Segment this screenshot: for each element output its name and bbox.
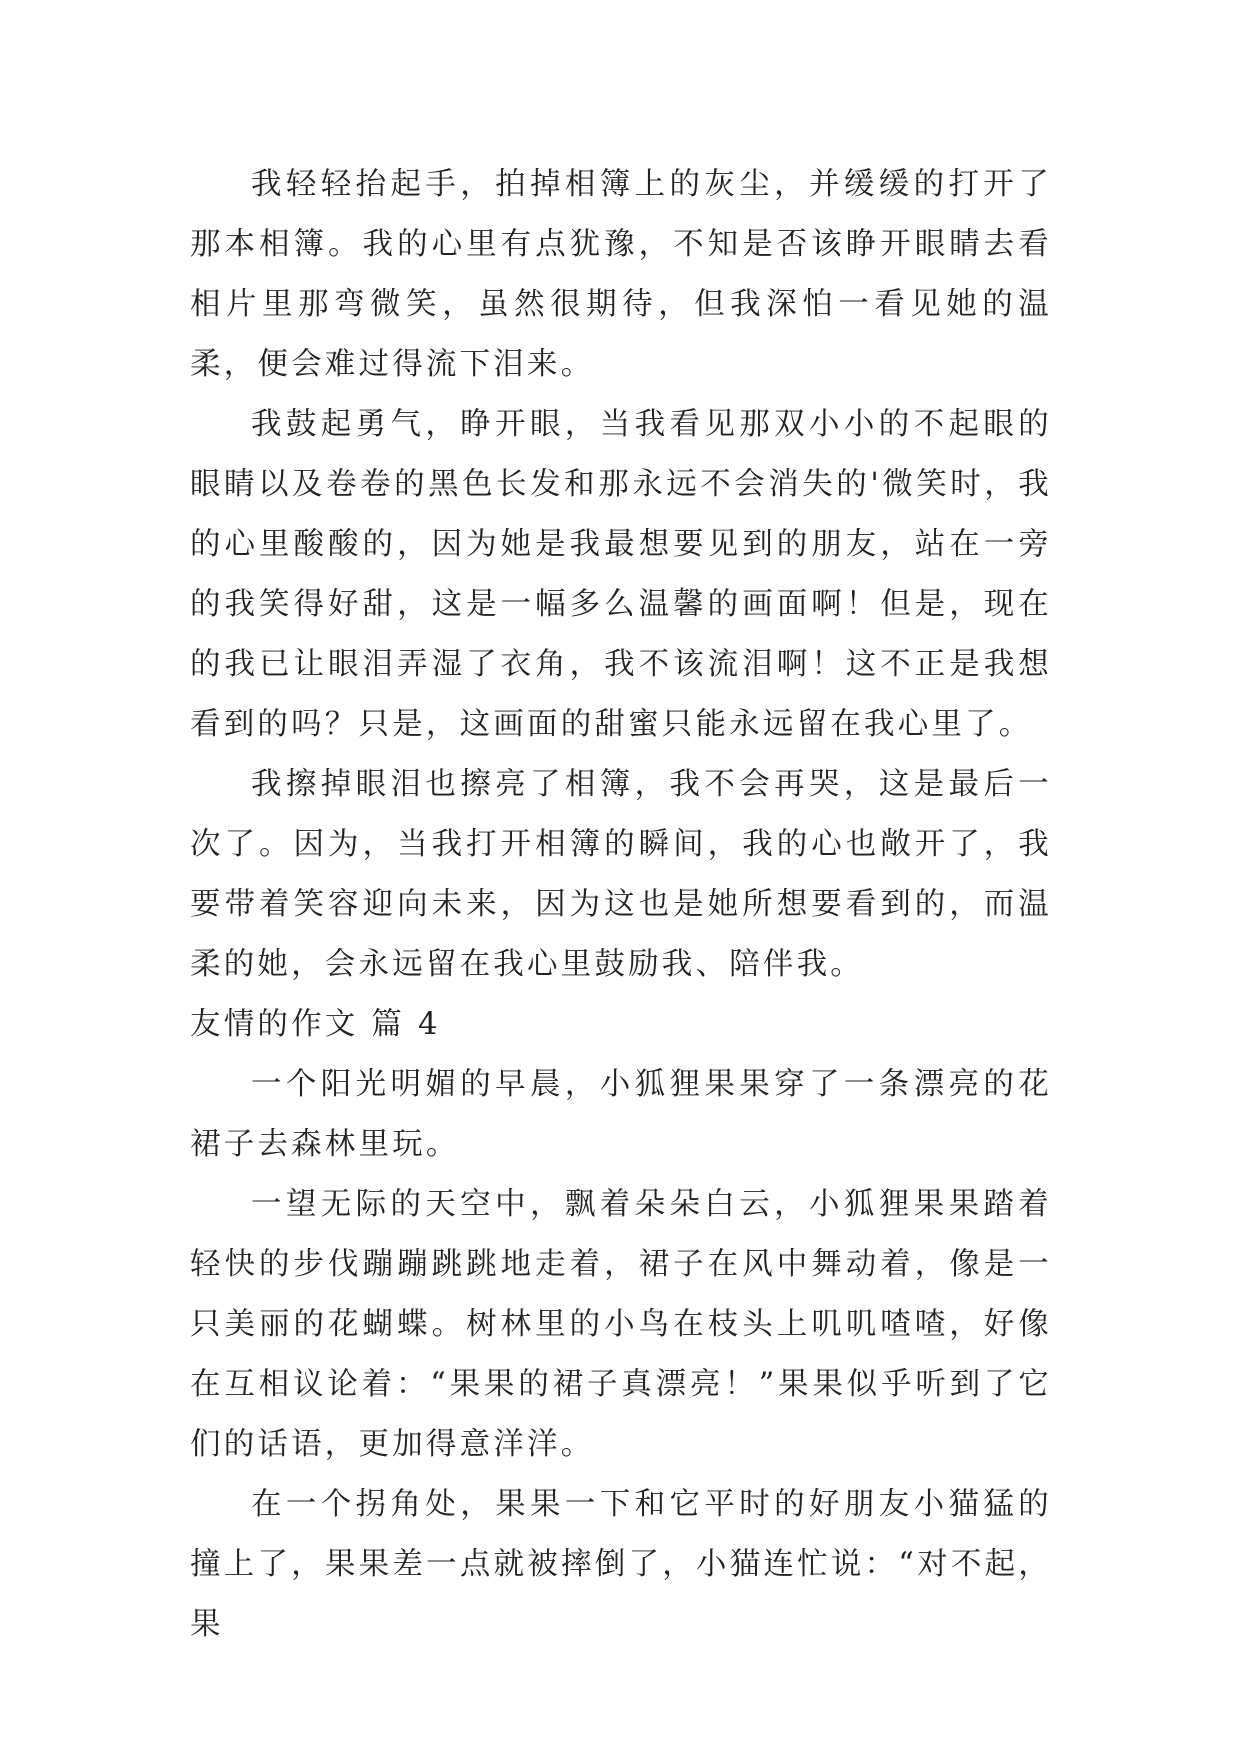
paragraph-1: 我轻轻抬起手，拍掉相簿上的灰尘，并缓缓的打开了那本相簿。我的心里有点犹豫，不知是否该睁开眼睛去看相片里那弯微笑，虽然很期待，但我深怕一看见她的温柔，便会难过得流下泪来。 (190, 167, 1052, 382)
section-paragraph-3: 在一个拐角处，果果一下和它平时的好朋友小猫猛的撞上了，果果差一点就被摔倒了，小猫连忙说：“对不起，果 (190, 1487, 1052, 1642)
section-paragraph-1: 一个阳光明媚的早晨，小狐狸果果穿了一条漂亮的花裙子去森林里玩。 (190, 1067, 1052, 1162)
section-paragraph-2: 一望无际的天空中，飘着朵朵白云，小狐狸果果踏着轻快的步伐蹦蹦跳跳地走着，裙子在风中舞动着，像是一只美丽的花蝴蝶。树林里的小鸟在枝头上叽叽喳喳，好像在互相议论着：“果果的裙子真漂亮！”果果似乎听到了它们的话语，更加得意洋洋。 (190, 1187, 1052, 1462)
paragraph-2: 我鼓起勇气，睁开眼，当我看见那双小小的不起眼的眼睛以及卷卷的黑色长发和那永远不会消失的'微笑时，我的心里酸酸的，因为她是我最想要见到的朋友，站在一旁的我笑得好甜，这是一幅多么温馨的画面啊！但是，现在的我已让眼泪弄湿了衣角，我不该流泪啊！这不正是我想看到的吗？只是，这画面的甜蜜只能永远留在我心里了。 (190, 407, 1052, 742)
paragraph-3: 我擦掉眼泪也擦亮了相簿，我不会再哭，这是最后一次了。因为，当我打开相簿的瞬间，我的心也敞开了，我要带着笑容迎向未来，因为这也是她所想要看到的，而温柔的她，会永远留在我心里鼓励我、陪伴我。 (190, 767, 1052, 982)
document-body (190, 155, 1052, 1655)
section-heading: 友情的作文 篇 4 (190, 1007, 441, 1042)
